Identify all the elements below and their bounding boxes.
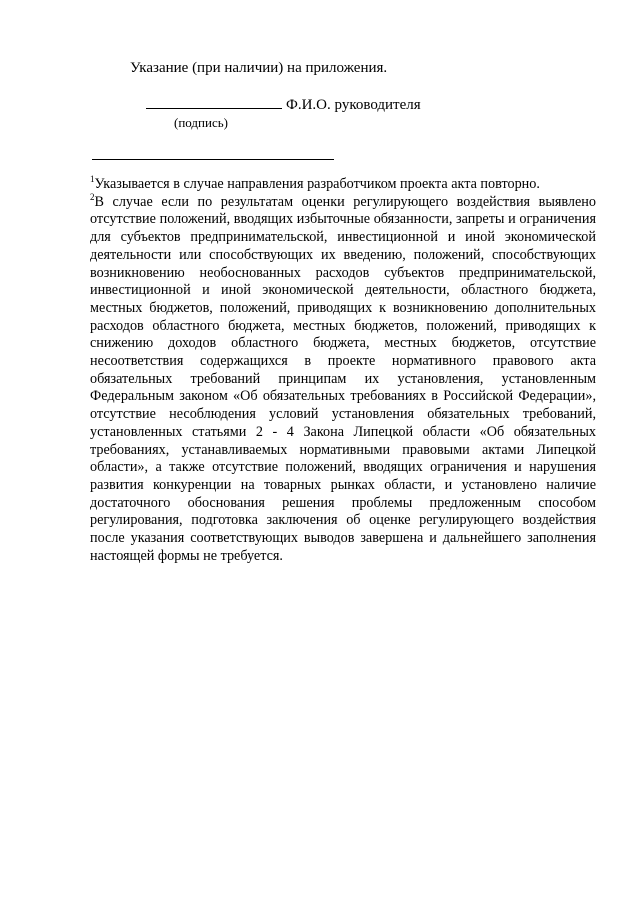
signature-line bbox=[146, 96, 282, 109]
footnote-text: В случае если по результатам оценки регулирующего воздействия выявлено отсутствие положений, вводящих избыточные обязанности, запреты и ограничения для субъектов предпринимательской, инвестиционной и иной экономической деятельности или способствующих их введению, положений, способствующих возникновению необоснованных расходов субъектов предпринимательской, инвестиционной и иной экономической деятельности, областного бюджета, местных бюджетов, положений, приводящих к возникновению дополнительных расходов областного бюджета, местных бюджетов, положений, приводящих к снижению доходов областного бюджета, местных бюджетов, отсутствие несоответствия содержащихся в проекте нормативного правового акта обязательных требований принципам их установления, установленным Федеральным законом «Об обязательных требованиях в Российской Федерации», отсутствие несоблюдения условий установления обязательных требований, установленных статьями 2 - 4 Закона Липецкой области «Об обязательных требованиях, устанавливаемых нормативными правовыми актами Липецкой области», а также отсутствие положений, вводящих ограничения и нарушения развития конкуренции на товарных рынках области, и установлено наличие достаточного обоснования решения проблемы предложенным способом регулирования, подготовка заключения об оценке регулирующего воздействия после указания соответствующих выводов завершена и дальнейшего заполнения настоящей формы не требуется. bbox=[90, 193, 596, 564]
footnote-mark: 1 bbox=[90, 174, 95, 184]
footnote-mark: 2 bbox=[90, 191, 95, 202]
attachment-note: Указание (при наличии) на приложения. bbox=[130, 60, 388, 76]
footnote-1 bbox=[90, 176, 596, 194]
footnotes bbox=[90, 176, 596, 565]
signature-row bbox=[146, 96, 421, 114]
signature-label: Ф.И.О. руководителя bbox=[286, 97, 421, 113]
footnote-text: Указывается в случае направления разработчиком проекта акта повторно. bbox=[94, 176, 540, 192]
signature-caption: (подпись) bbox=[174, 115, 228, 130]
footnote-separator bbox=[92, 159, 334, 160]
footnote-2 bbox=[90, 191, 596, 566]
